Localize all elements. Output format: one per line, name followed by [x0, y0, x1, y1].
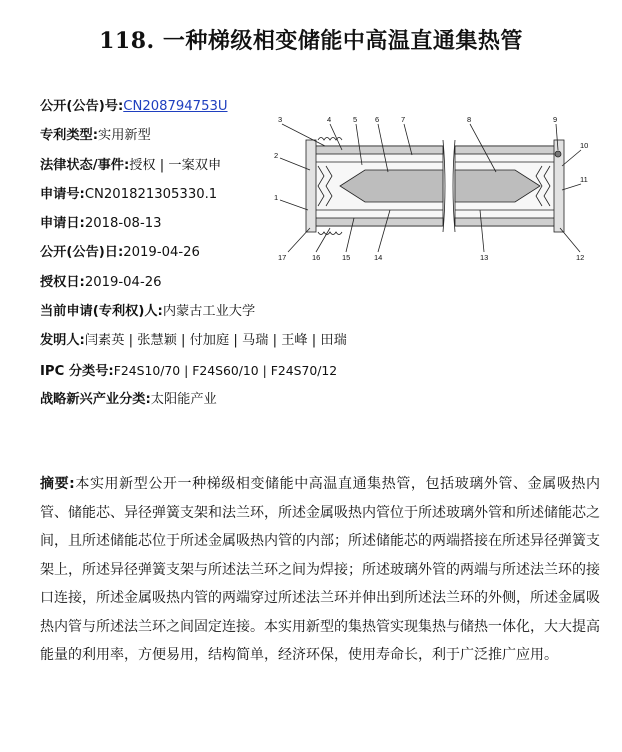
field-label: 申请日:: [40, 216, 85, 232]
field-value: 2019-04-26: [84, 274, 162, 290]
callout-label: 1: [274, 193, 279, 202]
callout-label: 11: [580, 175, 588, 184]
callout-label: 2: [274, 151, 279, 160]
field-value: 内蒙古工业大学: [162, 304, 256, 320]
field-inventors: [40, 326, 347, 355]
abstract: [40, 470, 600, 670]
field-applicant: [40, 297, 340, 326]
callout-label: 3: [278, 115, 283, 124]
callout-label: 7: [401, 115, 406, 124]
field-value: F24S10/70 | F24S60/10 | F24S70/12: [113, 362, 338, 378]
field-label: 当前申请(专利权)人:: [40, 304, 163, 320]
callout-label: 10: [580, 141, 589, 150]
field-label: 发明人:: [40, 333, 85, 349]
field-value: CN201821305330.1: [84, 186, 218, 202]
page-title: 118. 一种梯级相变储能中高温直通集热管: [99, 28, 523, 54]
callout-label: 15: [342, 253, 351, 262]
callout-label: 16: [312, 253, 321, 262]
field-label: 公开(公告)号:: [40, 99, 124, 114]
callout-label: 13: [480, 253, 489, 262]
field-label: IPC 分类号:: [40, 363, 114, 379]
patent-drawing: [270, 110, 600, 270]
field-label: 申请号:: [40, 186, 85, 202]
field-label: 专利类型:: [40, 128, 99, 144]
abstract-label: 摘要:: [40, 476, 75, 492]
callout-label: 14: [374, 253, 383, 262]
callout-label: 17: [278, 253, 287, 262]
callout-label: 9: [553, 115, 558, 124]
callout-label: 12: [576, 253, 585, 262]
callout-label: 5: [353, 115, 358, 124]
field-value: 闫素英 | 张慧颖 | 付加庭 | 马瑞 | 王峰 | 田瑞: [84, 333, 347, 349]
field-value: 2018-08-13: [84, 216, 162, 232]
field-value: 2019-04-26: [123, 245, 200, 261]
field-grant-date: [40, 268, 340, 297]
field-label: 法律状态/事件:: [40, 157, 130, 173]
field-value: 实用新型: [98, 128, 151, 144]
field-value: 授权 | 一案双申: [129, 157, 222, 173]
field-label: 战略新兴产业分类:: [40, 391, 151, 407]
field-value: 太阳能产业: [150, 391, 217, 407]
abstract-text: 本实用新型公开一种梯级相变储能中高温直通集热管，包括玻璃外管、金属吸热内管、储能芯、异径弹簧支架和法兰环，所述金属吸热内管位于所述玻璃外管和所述储能芯之间，且所述储能芯位于所述金属吸热内管的内部；所述储能芯的两端搭接在所述异径弹簧支架上，所述异径弹簧支架与所述法兰环之间为焊接；所述玻璃外管的两端与所述法兰环的接口连接，所述金属吸热内管的两端穿过所述法兰环并伸出到所述法兰环的外侧，所述金属吸热内管与所述法兰环之间固定连接。本实用新型的集热管实现集热与储热一体化，大大提高能量的利用率，方便易用，结构简单，经济环保，使用寿命长，利于广泛推广应用。: [40, 476, 600, 663]
callout-label: 4: [327, 115, 332, 124]
field-industry-category: [40, 385, 340, 414]
field-ipc: [40, 356, 340, 385]
callout-label: 8: [467, 115, 472, 124]
field-label: 授权日:: [40, 274, 85, 290]
callout-label: 6: [375, 115, 380, 124]
publication-number-link[interactable]: CN208794753U: [123, 99, 228, 114]
field-label: 公开(公告)日:: [40, 245, 124, 261]
